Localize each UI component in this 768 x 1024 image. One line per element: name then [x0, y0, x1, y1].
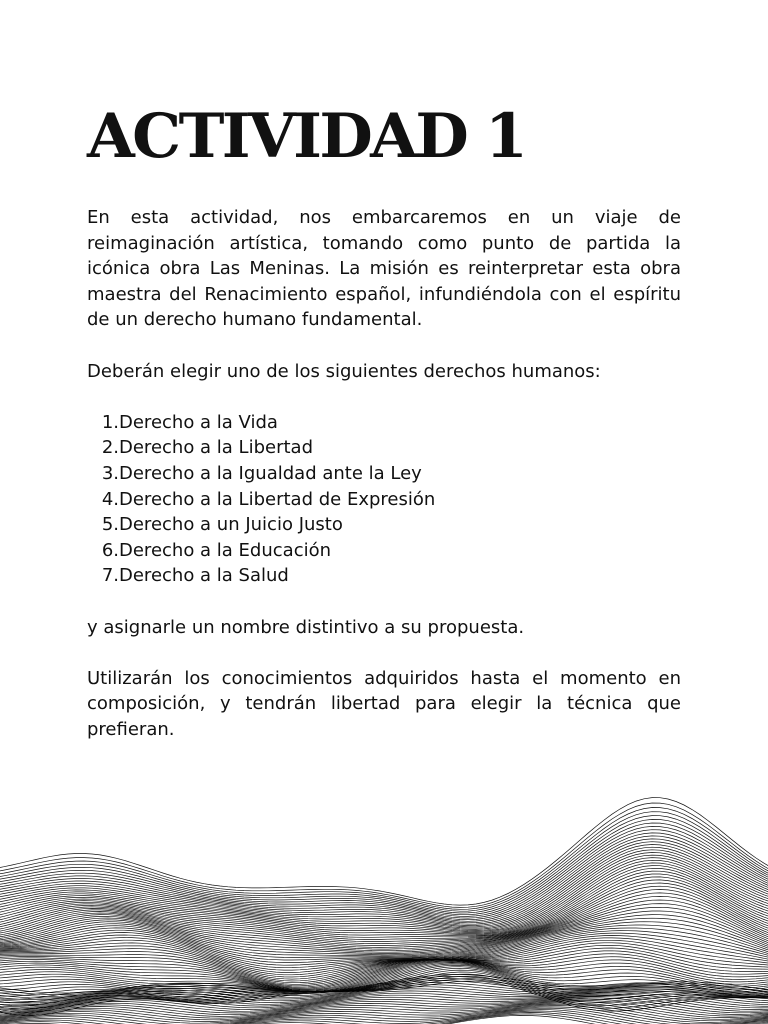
rights-list-item	[87, 410, 681, 436]
wave-line	[0, 798, 768, 906]
page-title: ACTIVIDAD 1	[87, 101, 526, 172]
rights-list-item	[87, 461, 681, 487]
rights-label: Derecho a la Vida	[119, 411, 278, 433]
rights-list-item	[87, 538, 681, 564]
rights-number: 1.	[101, 411, 119, 433]
rights-number: 4.	[101, 488, 119, 510]
assignment-paragraph: y asignarle un nombre distintivo a su propuesta.	[87, 616, 525, 638]
rights-list-item	[87, 512, 681, 538]
rights-label: Derecho a la Libertad	[119, 437, 314, 459]
activity-content	[87, 103, 681, 742]
rights-label: Derecho a la Educación	[119, 539, 332, 561]
rights-instruction: Deberán elegir uno de los siguientes derechos humanos:	[87, 360, 601, 382]
rights-number: 3.	[101, 462, 119, 484]
rights-number: 6.	[101, 539, 119, 561]
rights-label: Derecho a la Libertad de Expresión	[119, 488, 436, 510]
rights-label: Derecho a un Juicio Justo	[119, 514, 343, 536]
rights-label: Derecho a la Salud	[119, 565, 289, 587]
closing-paragraph: Utilizarán los conocimientos adquiridos hasta el momento en composición, y tendrán libertad para elegir la técnica que prefieran.	[87, 667, 681, 740]
wave-line	[0, 823, 768, 916]
wave-lines-icon	[0, 790, 768, 1024]
rights-list-item	[87, 435, 681, 461]
rights-label: Derecho a la Igualdad ante la Ley	[119, 462, 422, 484]
rights-number: 5.	[101, 514, 119, 536]
wave-lines-graphic	[0, 790, 768, 1024]
rights-list	[87, 410, 681, 589]
intro-paragraph: En esta actividad, nos embarcaremos en un viaje de reimaginación artística, tomando como punto de partida la icónica obra Las Meninas. La misión es reinterpretar esta obra maestra del Renacimiento español, infundiéndola con el espíritu de un derecho humano fundamental.	[87, 207, 681, 331]
rights-list-item	[87, 563, 681, 589]
rights-number: 2.	[101, 437, 119, 459]
rights-list-item	[87, 487, 681, 513]
rights-number: 7.	[101, 565, 119, 587]
wave-line	[0, 847, 768, 928]
